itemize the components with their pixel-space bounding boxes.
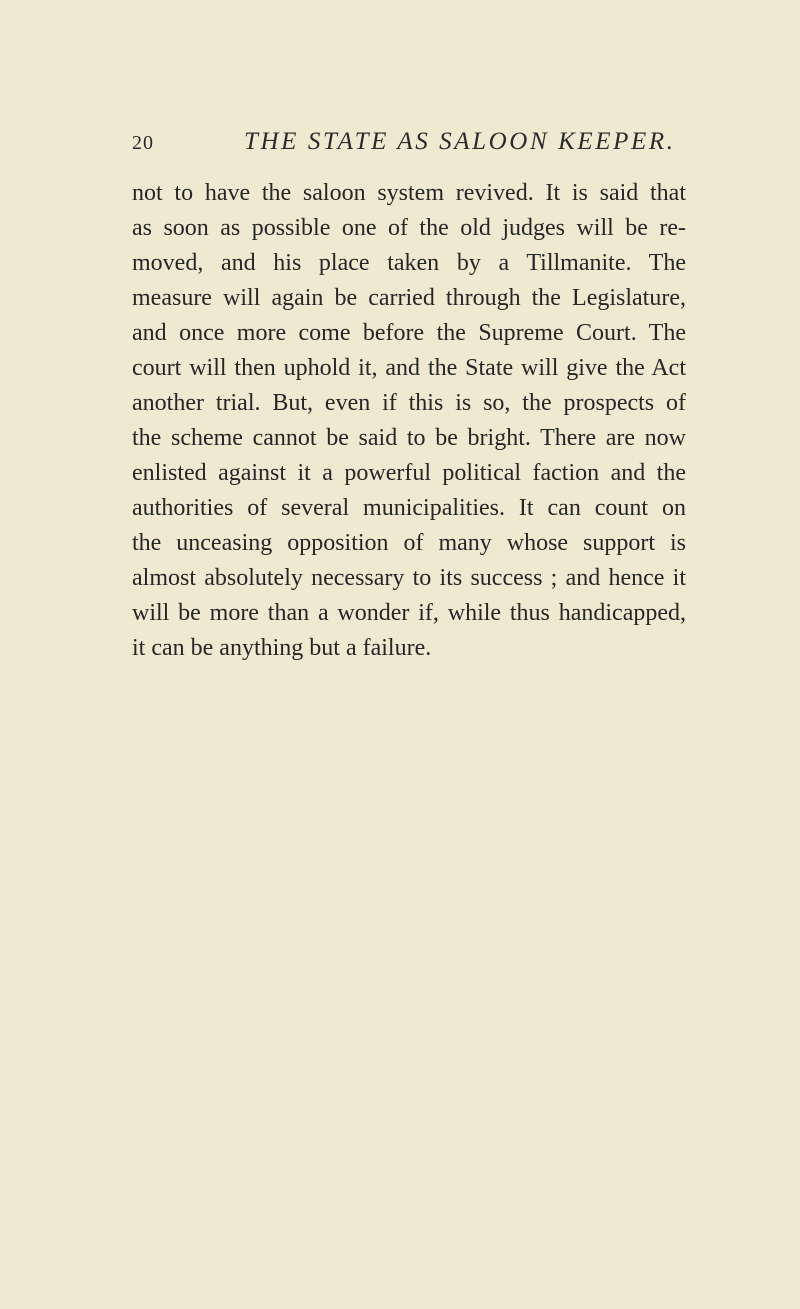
text-line: enlisted against it a powerful political faction and the <box>132 460 686 486</box>
text-line: and once more come before the Supreme Court. The <box>132 320 686 346</box>
running-head <box>132 128 684 168</box>
text-line: almost absolutely necessary to its success ; and hence it <box>132 565 686 591</box>
page-number: 20 <box>132 132 154 154</box>
text-line: moved, and his place taken by a Tillmanite. The <box>132 250 686 276</box>
text-line: measure will again be carried through the Legislature, <box>132 285 686 311</box>
text-line: authorities of several municipalities. It can count on <box>132 495 686 521</box>
text-line: it can be anything but a failure. <box>132 635 432 661</box>
body-paragraph <box>132 176 686 666</box>
text-line: as soon as possible one of the old judges will be re- <box>132 215 686 241</box>
text-line: will be more than a wonder if, while thus handicapped, <box>132 600 686 626</box>
text-line: another trial. But, even if this is so, the prospects of <box>132 390 686 416</box>
text-line: court will then uphold it, and the State will give the Act <box>132 355 686 381</box>
text-line: the unceasing opposition of many whose support is <box>132 530 686 556</box>
text-line: the scheme cannot be said to be bright. There are now <box>132 425 686 451</box>
running-title: THE STATE AS SALOON KEEPER. <box>244 128 676 155</box>
text-line: not to have the saloon system revived. It is said that <box>132 180 686 206</box>
